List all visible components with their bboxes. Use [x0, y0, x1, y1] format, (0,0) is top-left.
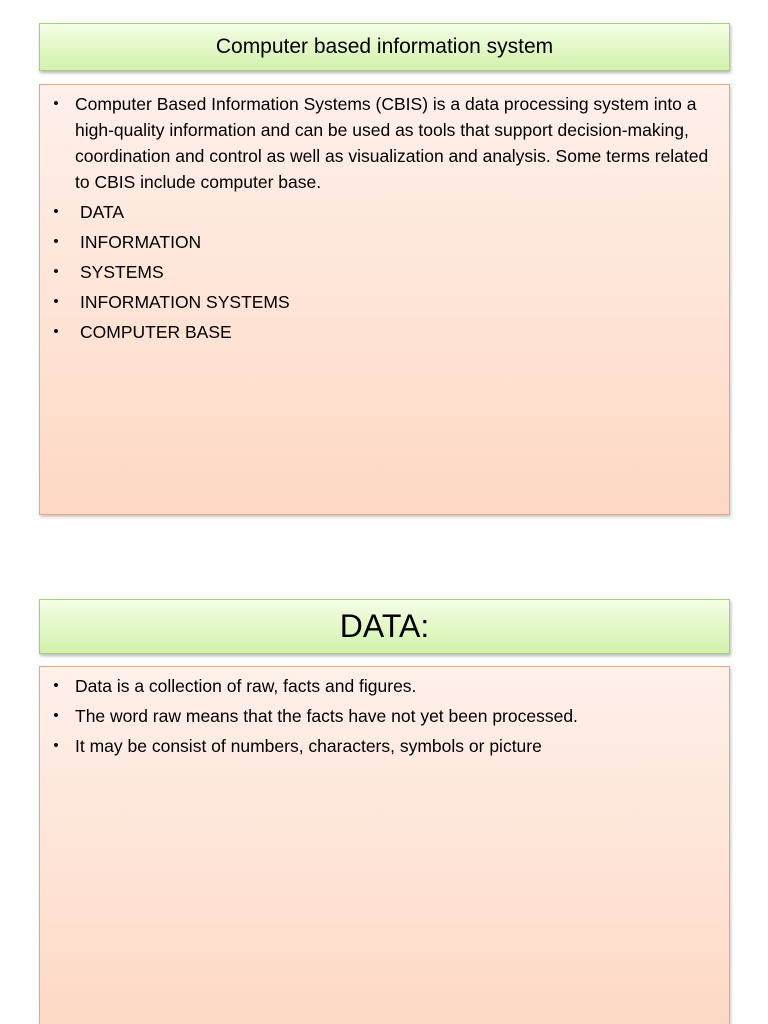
bullet-text: Computer Based Information Systems (CBIS) is a data processing system into a high-quality information and can be used as tools that support decision-making, coordination and control as well as visualization and analysis. Some terms related to CBIS include computer base.	[75, 94, 709, 192]
list-item	[46, 673, 709, 699]
list-item	[46, 289, 709, 315]
bullet-icon: •	[53, 677, 59, 694]
bullet-icon: •	[53, 203, 59, 220]
list-item	[46, 199, 709, 225]
slide-1-bullet-list	[46, 91, 709, 345]
list-item	[46, 259, 709, 285]
bullet-text: Data is a collection of raw, facts and figures.	[75, 676, 417, 696]
bullet-text: It may be consist of numbers, characters, symbols or picture	[75, 736, 542, 756]
bullet-text: INFORMATION SYSTEMS	[80, 292, 290, 312]
bullet-icon: •	[53, 233, 59, 250]
bullet-text: COMPUTER BASE	[80, 322, 232, 342]
bullet-text: INFORMATION	[80, 232, 202, 252]
bullet-text: SYSTEMS	[80, 262, 164, 282]
bullet-icon: •	[53, 323, 59, 340]
list-item	[46, 733, 709, 759]
list-item	[46, 703, 709, 729]
slide-1-title: Computer based information system	[215, 35, 554, 58]
bullet-icon: •	[53, 263, 59, 280]
slide-2-title-box	[39, 599, 730, 654]
list-item	[46, 229, 709, 255]
slide-2-title: DATA:	[339, 608, 430, 644]
list-item	[46, 91, 709, 195]
bullet-icon: •	[53, 707, 59, 724]
bullet-icon: •	[53, 95, 59, 112]
slide-1-title-box	[39, 23, 730, 71]
list-item	[46, 319, 709, 345]
bullet-icon: •	[53, 737, 59, 754]
bullet-icon: •	[53, 293, 59, 310]
slide-2-bullet-list	[46, 673, 709, 759]
bullet-text: DATA	[80, 202, 125, 222]
bullet-text: The word raw means that the facts have not yet been processed.	[75, 706, 578, 726]
slide-1-content-box	[39, 84, 730, 515]
slide-2-content-box	[39, 666, 730, 1024]
